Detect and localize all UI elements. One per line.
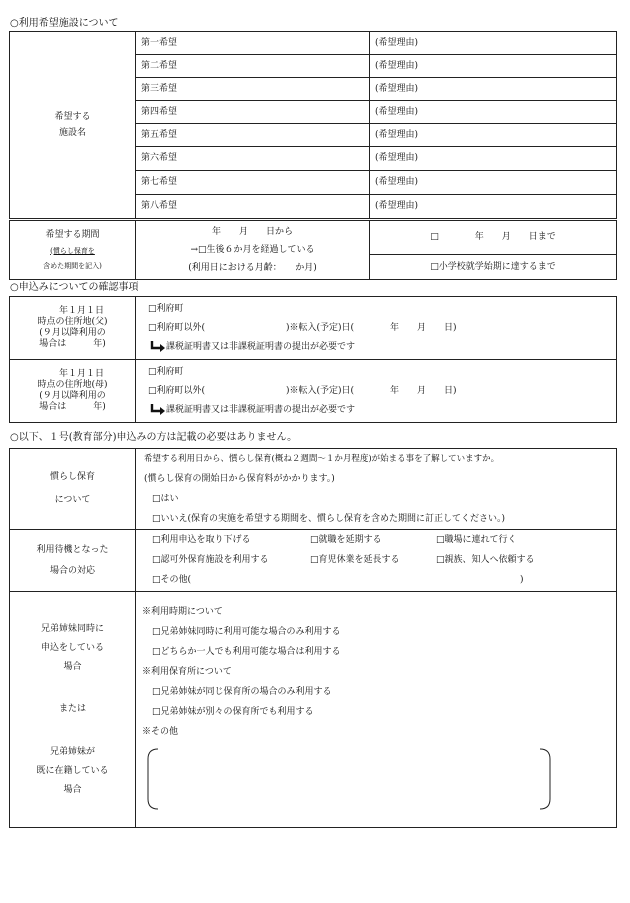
- father-opt2[interactable]: □利府町以外( )※転入(予定)日( 年 月 日): [148, 322, 457, 333]
- reason-3-label: (希望理由): [375, 83, 419, 94]
- siblings-timing-head: ※利用時期について: [142, 607, 223, 617]
- waiting-relatives[interactable]: □親族、知人へ依頼する: [436, 554, 535, 565]
- reason-4-cell[interactable]: [370, 101, 617, 124]
- choice-2-cell[interactable]: [136, 55, 370, 78]
- reason-6-label: (希望理由): [375, 153, 419, 163]
- choice-3-label: 第三希望: [141, 83, 178, 94]
- narashi-q2: (慣らし保育の開始日から保育料がかかります。): [144, 474, 335, 484]
- period-label: 希望する期間: [45, 229, 100, 240]
- siblings-or: または: [58, 703, 86, 714]
- facility-table: [9, 31, 617, 219]
- period-label-cell: [10, 221, 136, 280]
- choice-7-cell[interactable]: [136, 171, 370, 195]
- reason-2-cell[interactable]: [370, 55, 617, 78]
- choice-1-cell[interactable]: [136, 32, 370, 55]
- reason-8-label: (希望理由): [375, 201, 419, 211]
- choice-8-cell[interactable]: [136, 195, 370, 219]
- narashi-label-2: について: [54, 495, 91, 505]
- reason-2-label: (希望理由): [375, 60, 419, 71]
- choice-2-label: 第二希望: [141, 60, 178, 71]
- reason-6-cell[interactable]: [370, 147, 617, 171]
- siblings-label2-3: 場合: [63, 784, 82, 795]
- mother-label-3: (９月以降利用の: [39, 391, 106, 401]
- return-arrow-icon: [150, 341, 166, 352]
- section3-notice: ○以下、１号(教育部分)申込みの方は記載の必要はありません。: [10, 432, 298, 443]
- choice-4-label: 第四希望: [141, 106, 178, 117]
- father-label-3: (９月以降利用の: [39, 328, 106, 338]
- narashi-label-1: 慣らし保育: [49, 472, 95, 482]
- choice-6-label: 第六希望: [141, 153, 178, 163]
- period-from: 年 月 日から: [211, 226, 293, 237]
- father-address-cell: [136, 297, 617, 360]
- mother-opt1[interactable]: □利府町: [148, 366, 184, 377]
- siblings-label1-1: 兄弟姉妹同時に: [40, 623, 104, 634]
- choice-3-cell[interactable]: [136, 78, 370, 101]
- narashi-q1: 希望する利用日から、慣らし保育(概ね２週間～１か月程度)が始まる事を了解していますか。: [144, 454, 500, 464]
- reason-3-cell[interactable]: [370, 78, 617, 101]
- options-table: [9, 448, 617, 828]
- siblings-other-head: ※その他: [142, 727, 179, 737]
- siblings-place-head: ※利用保育所について: [142, 667, 232, 677]
- siblings-timing1[interactable]: □兄弟姉妹同時に利用可能な場合のみ利用する: [152, 627, 341, 637]
- siblings-label2-2: 既に在籍している: [36, 765, 109, 776]
- father-opt1[interactable]: □利府町: [148, 303, 184, 314]
- narashi-label-cell: [10, 449, 136, 530]
- narashi-no[interactable]: □いいえ(保育の実施を希望する期間を、慣らし保育を含めた期間に訂正してください。): [152, 514, 506, 524]
- waiting-bring-work[interactable]: □職場に連れて行く: [436, 534, 517, 545]
- reason-7-label: (希望理由): [375, 177, 419, 187]
- address-table: [9, 296, 617, 423]
- siblings-timing2[interactable]: □どちらか一人でも利用可能な場合は利用する: [152, 647, 341, 657]
- waiting-label-2: 場合の対応: [49, 565, 95, 576]
- father-note: 課税証明書又は非課税証明書の提出が必要です: [166, 341, 356, 352]
- choice-8-label: 第八希望: [141, 201, 178, 211]
- mother-address-cell: [136, 360, 617, 423]
- waiting-label-1: 利用待機となった: [36, 544, 109, 555]
- choice-1-label: 第一希望: [141, 37, 178, 48]
- waiting-withdraw[interactable]: □利用申込を取り下げる: [152, 534, 251, 545]
- reason-8-cell[interactable]: [370, 195, 617, 219]
- choice-7-label: 第七希望: [141, 177, 178, 187]
- period-note2: 含めた期間を記入): [43, 261, 102, 270]
- period-until[interactable]: □ 年 月 日まで: [370, 221, 616, 255]
- mother-label-2: 時点の住所地(母): [37, 380, 108, 390]
- mother-opt2[interactable]: □利府町以外( )※転入(予定)日( 年 月 日): [148, 385, 457, 396]
- waiting-delay-job[interactable]: □就職を延期する: [310, 534, 382, 545]
- facility-label-line1: 希望する: [54, 111, 91, 122]
- period-age: (利用日における月齢： か月): [188, 262, 317, 273]
- choice-4-cell[interactable]: [136, 101, 370, 124]
- return-arrow-icon: [150, 404, 166, 415]
- other-input-brackets[interactable]: [146, 747, 552, 811]
- siblings-content-cell: [136, 592, 617, 828]
- period-table: [9, 220, 617, 280]
- mother-label-4: 場合は 年): [39, 402, 106, 412]
- choice-6-cell[interactable]: [136, 147, 370, 171]
- siblings-label2-1: 兄弟姉妹が: [49, 746, 95, 757]
- choice-5-cell[interactable]: [136, 124, 370, 147]
- period-note1: (慣らし保育を: [50, 246, 95, 255]
- facility-label-cell: [10, 32, 136, 219]
- section2-heading: ○申込みについての確認事項: [10, 282, 139, 293]
- period-until-cell: [370, 221, 617, 280]
- section1-heading: ○利用希望施設について: [10, 18, 119, 29]
- mother-label-1: 年１月１日: [58, 369, 104, 379]
- father-label-4: 場合は 年): [39, 339, 106, 349]
- reason-4-label: (希望理由): [375, 106, 419, 117]
- facility-label-line2: 施設名: [58, 127, 86, 138]
- choice-5-label: 第五希望: [141, 129, 178, 140]
- waiting-other-close: ): [520, 574, 524, 585]
- siblings-place1[interactable]: □兄弟姉妹が同じ保育所の場合のみ利用する: [152, 687, 332, 697]
- reason-5-label: (希望理由): [375, 129, 419, 140]
- father-label-cell: [10, 297, 136, 360]
- reason-5-cell[interactable]: [370, 124, 617, 147]
- period-school[interactable]: □小学校就学始期に達するまで: [430, 262, 556, 272]
- siblings-label-cell: [10, 592, 136, 828]
- siblings-label1-2: 申込をしている: [40, 642, 104, 653]
- period-after6[interactable]: →□生後６か月を経過している: [190, 244, 315, 255]
- waiting-label-cell: [10, 530, 136, 592]
- mother-label-cell: [10, 360, 136, 423]
- father-label-2: 時点の住所地(父): [37, 317, 108, 327]
- period-from-cell[interactable]: [136, 221, 370, 280]
- waiting-extend-leave[interactable]: □育児休業を延長する: [310, 554, 400, 565]
- waiting-unlicensed[interactable]: □認可外保育施設を利用する: [152, 554, 269, 565]
- reason-7-cell[interactable]: [370, 171, 617, 195]
- waiting-other[interactable]: □その他(: [152, 574, 192, 585]
- waiting-content-cell: [136, 530, 617, 592]
- siblings-place2[interactable]: □兄弟姉妹が別々の保育所でも利用する: [152, 707, 314, 717]
- narashi-yes[interactable]: □はい: [152, 494, 179, 504]
- siblings-label1-3: 場合: [63, 661, 82, 672]
- narashi-content-cell: [136, 449, 617, 530]
- mother-note: 課税証明書又は非課税証明書の提出が必要です: [166, 404, 356, 415]
- father-label-1: 年１月１日: [58, 306, 104, 316]
- reason-1-label: (希望理由): [375, 37, 419, 48]
- reason-1-cell[interactable]: [370, 32, 617, 55]
